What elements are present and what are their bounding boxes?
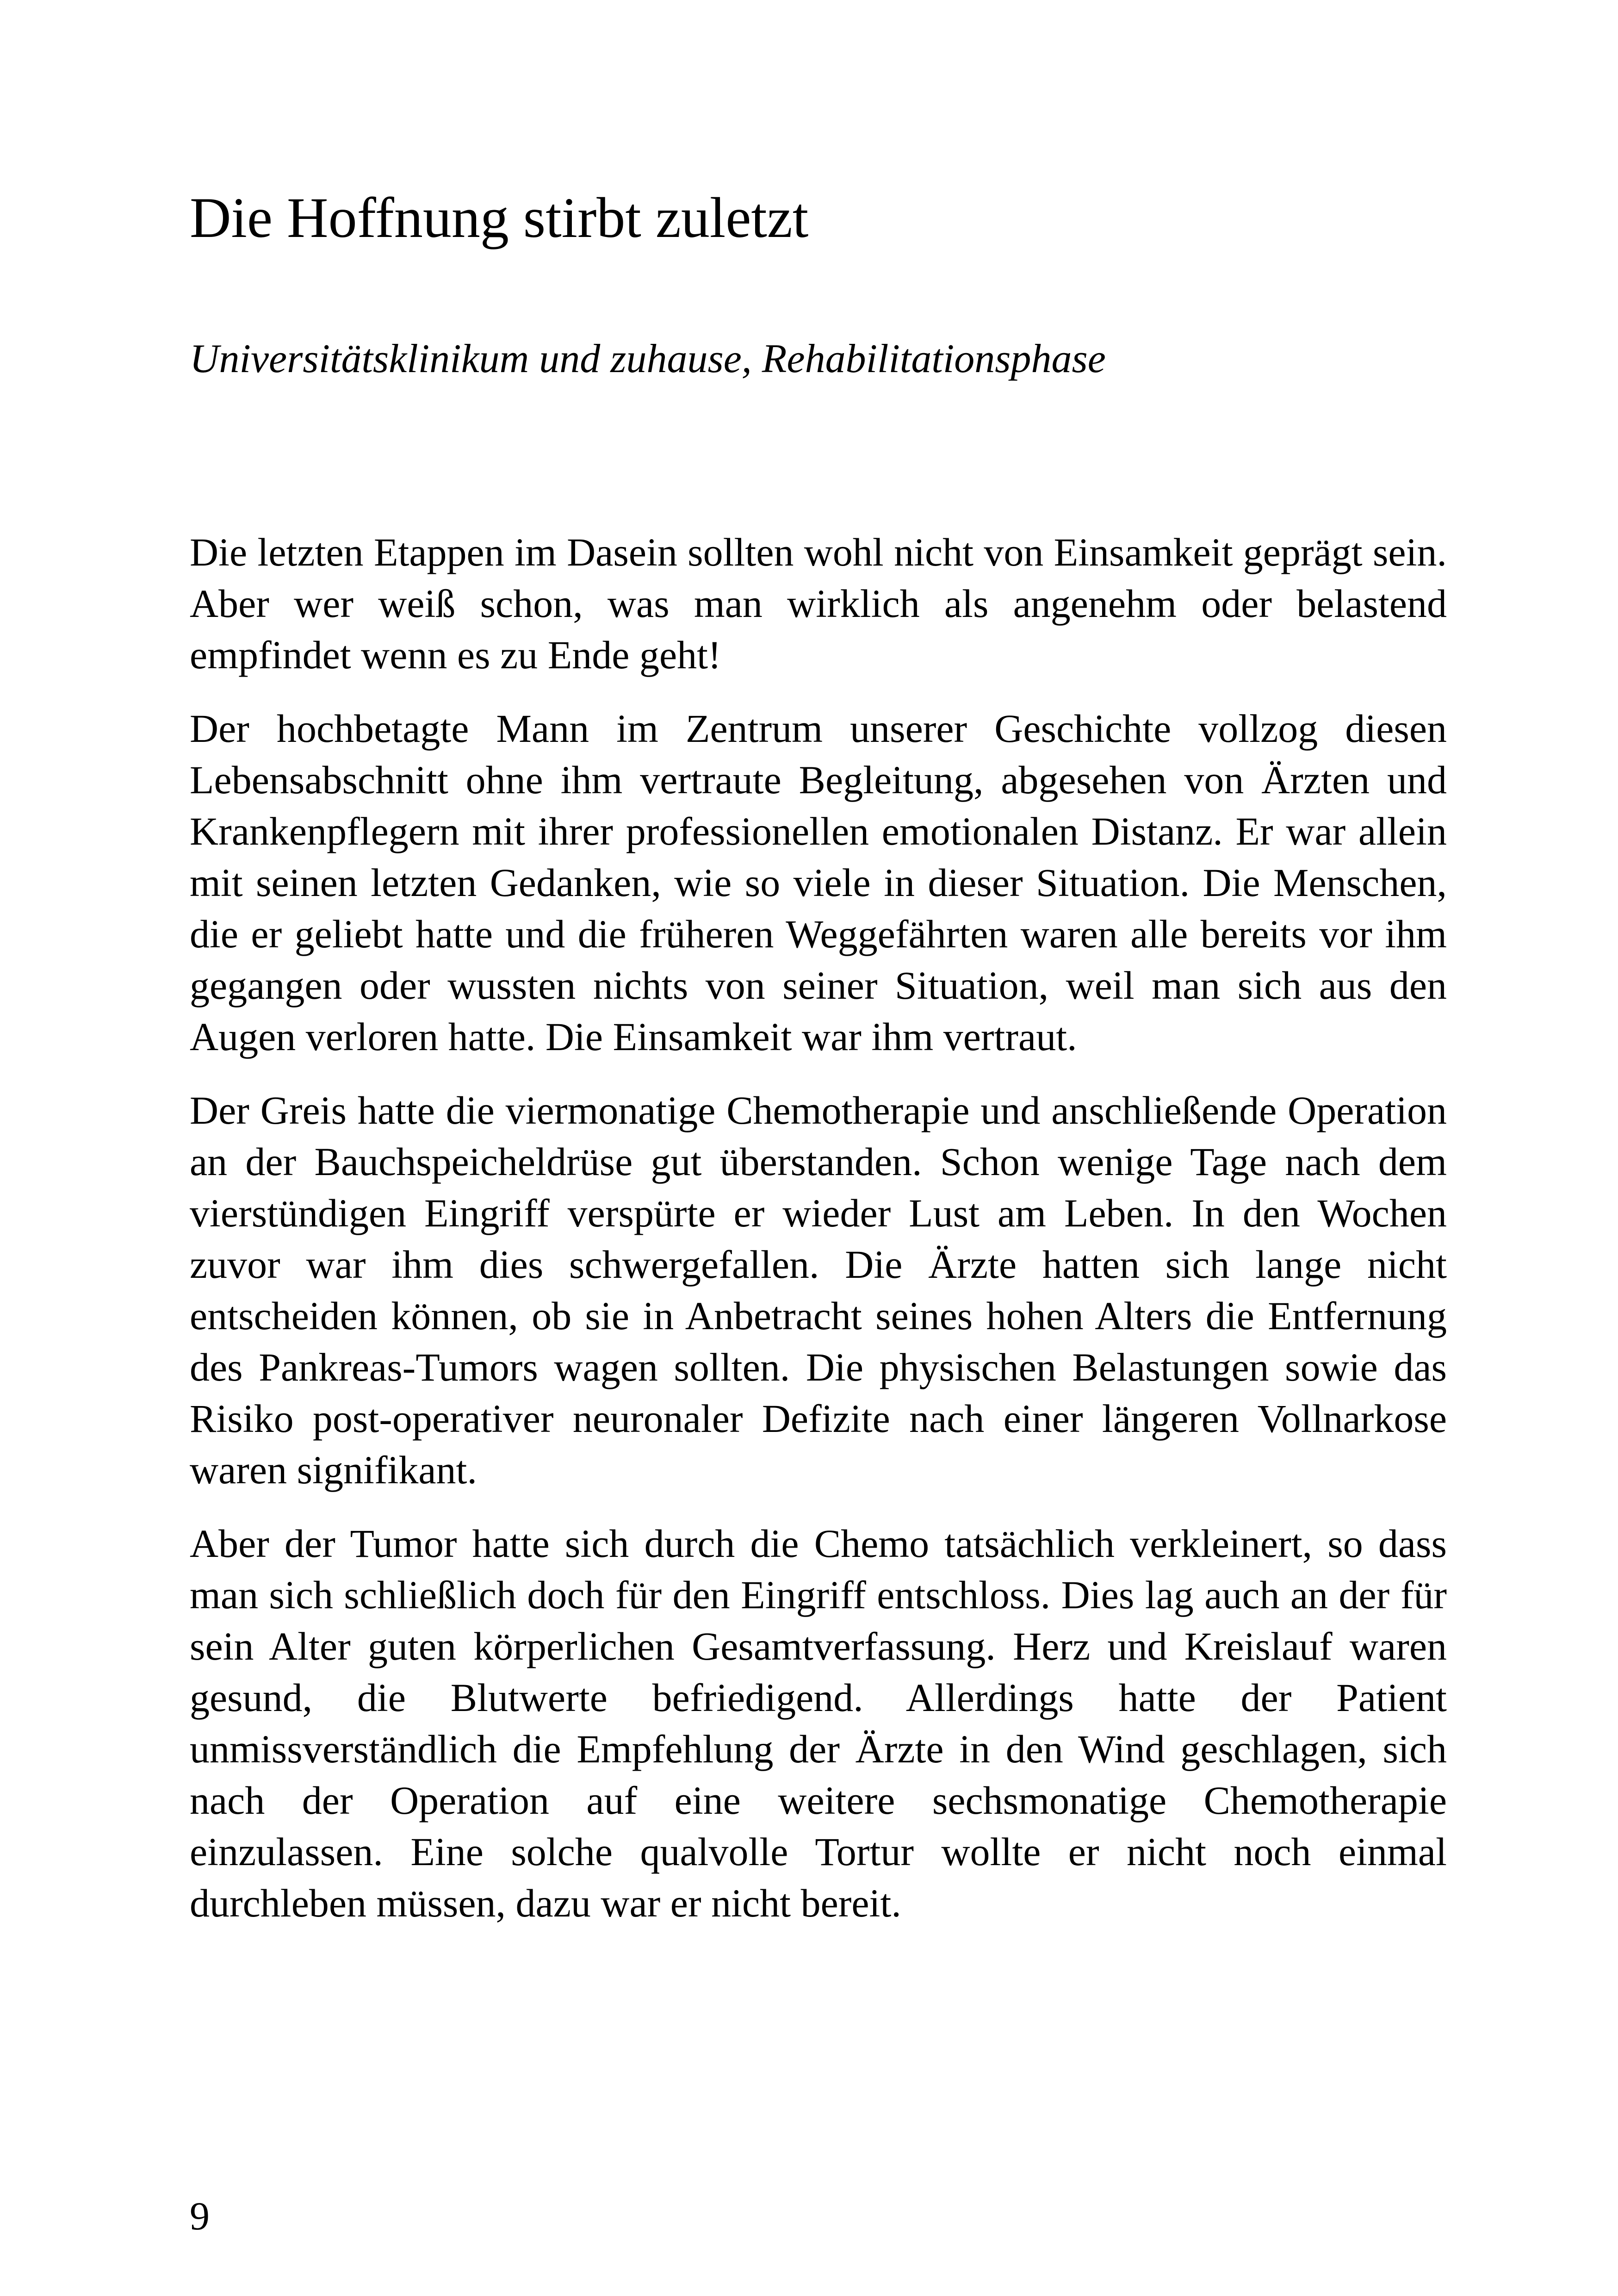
- chapter-subtitle: Universitätsklinikum und zuhause, Rehabilitationsphase: [190, 336, 1106, 381]
- body-text: [190, 527, 1447, 1929]
- chapter-title: Die Hoffnung stirbt zuletzt: [190, 186, 809, 249]
- paragraph: Aber der Tumor hatte sich durch die Chemo tatsächlich verkleinert, so dass man sich schließlich doch für den Eingriff entschloss. Dies lag auch an der für sein Alter guten körperlichen Gesamtverfassung. Herz und Kreislauf waren gesund, die Blutwerte befriedigend. Allerdings hatte der Patient unmissverständlich die Empfehlung der Ärzte in den Wind geschlagen, sich nach der Operation auf eine weitere sechsmonatige Chemotherapie einzulassen. Eine solche qualvolle Tortur wollte er nicht noch einmal durchleben müssen, dazu war er nicht bereit.: [190, 1521, 1447, 1926]
- paragraph: Der Greis hatte die viermonatige Chemotherapie und anschließende Operation an der Bauchspeicheldrüse gut überstanden. Schon wenige Tage nach dem vierstündigen Eingriff verspürte er wieder Lust am Leben. In den Wochen zuvor war ihm dies schwergefallen. Die Ärzte hatten sich lange nicht entscheiden können, ob sie in Anbetracht seines hohen Alters die Entfernung des Pankreas-Tumors wagen sollten. Die physischen Belastungen sowie das Risiko post-operativer neuronaler Defizite nach einer längeren Vollnarkose waren signifikant.: [190, 1088, 1447, 1493]
- paragraph: Der hochbetagte Mann im Zentrum unserer Geschichte vollzog diesen Lebensabschnitt ohne ihm vertraute Begleitung, abgesehen von Ärzten und Krankenpflegern mit ihrer professionellen emotionalen Distanz. Er war allein mit seinen letzten Gedanken, wie so viele in dieser Situation. Die Menschen, die er geliebt hatte und die früheren Weggefährten waren alle bereits vor ihm gegangen oder wussten nichts von seiner Situation, weil man sich aus den Augen verloren hatte. Die Einsamkeit war ihm vertraut.: [190, 706, 1447, 1059]
- page-number: 9: [190, 2194, 210, 2238]
- paragraph: Die letzten Etappen im Dasein sollten wohl nicht von Einsamkeit geprägt sein. Aber wer weiß schon, was man wirklich als angenehm oder belastend empfindet wenn es zu Ende geht!: [190, 530, 1447, 678]
